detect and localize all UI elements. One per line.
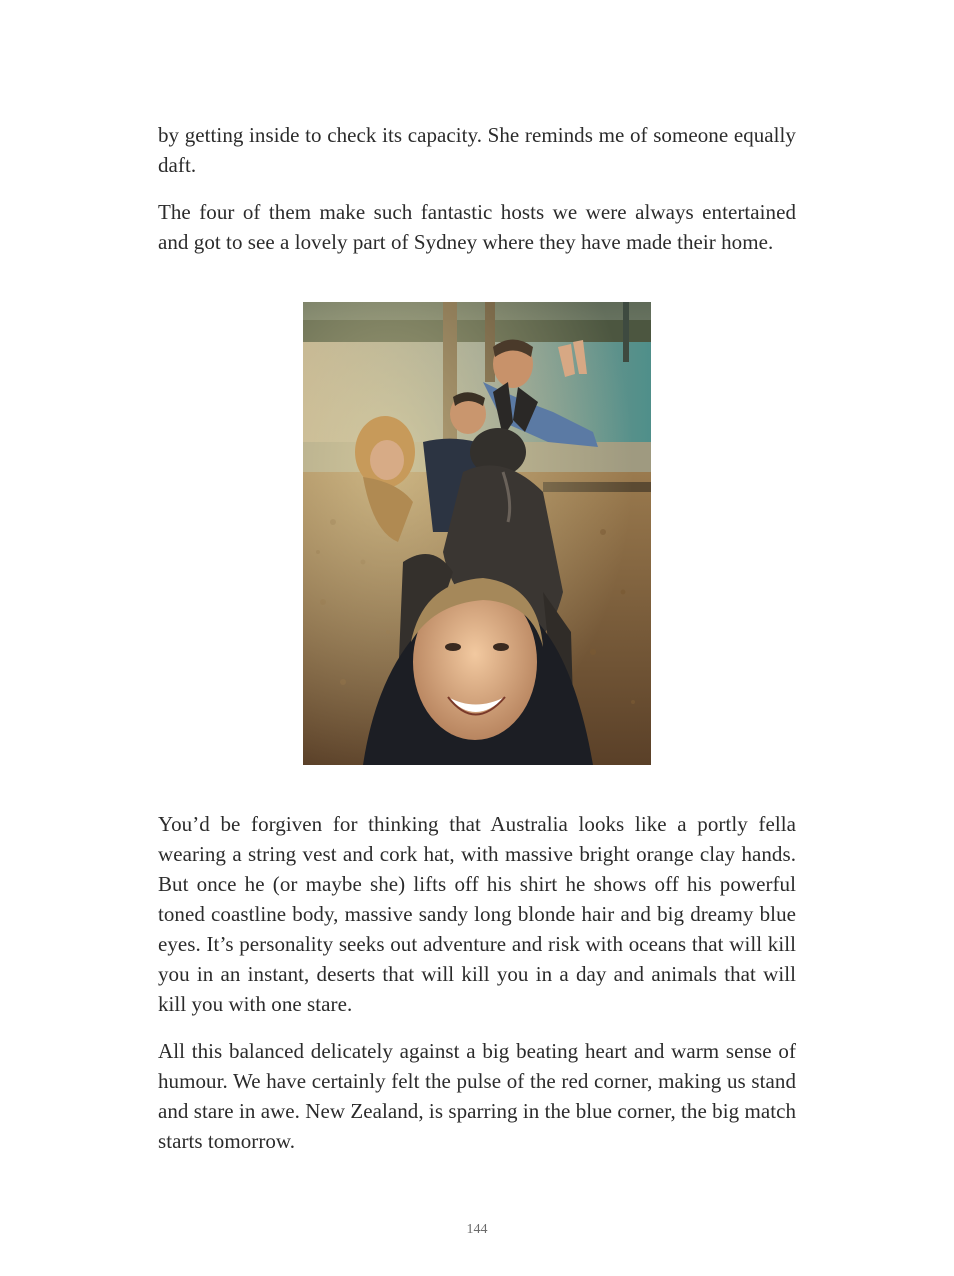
paragraph: You’d be forgiven for thinking that Australia looks like a portly fella wearing a string vest and cork hat, with massive bright orange clay hands. But once he (or maybe she) lifts off his shirt he shows off his powerful toned coastline body, massive sandy long blonde hair and big dreamy blue eyes. It’s personality seeks out adventure and risk with oceans that will kill you in an instant, deserts that will kill you in a day and animals that will kill you with one stare.	[158, 812, 796, 1016]
paragraph: by getting inside to check its capacity. She reminds me of someone equally daft.	[158, 123, 796, 177]
paragraph: All this balanced delicately against a big beating heart and warm sense of humour. We have certainly felt the pulse of the red corner, making us stand and stare in awe. New Zealand, is sparring in the blue corner, the big match starts tomorrow.	[158, 1039, 796, 1153]
text-block-top	[158, 120, 796, 257]
page-number: 144	[466, 1222, 488, 1237]
paragraph: The four of them make such fantastic hosts we were always entertained and got to see a lovely part of Sydney where they have made their home.	[158, 200, 796, 254]
selfie-photo	[303, 302, 651, 765]
text-block-bottom	[158, 809, 796, 1156]
